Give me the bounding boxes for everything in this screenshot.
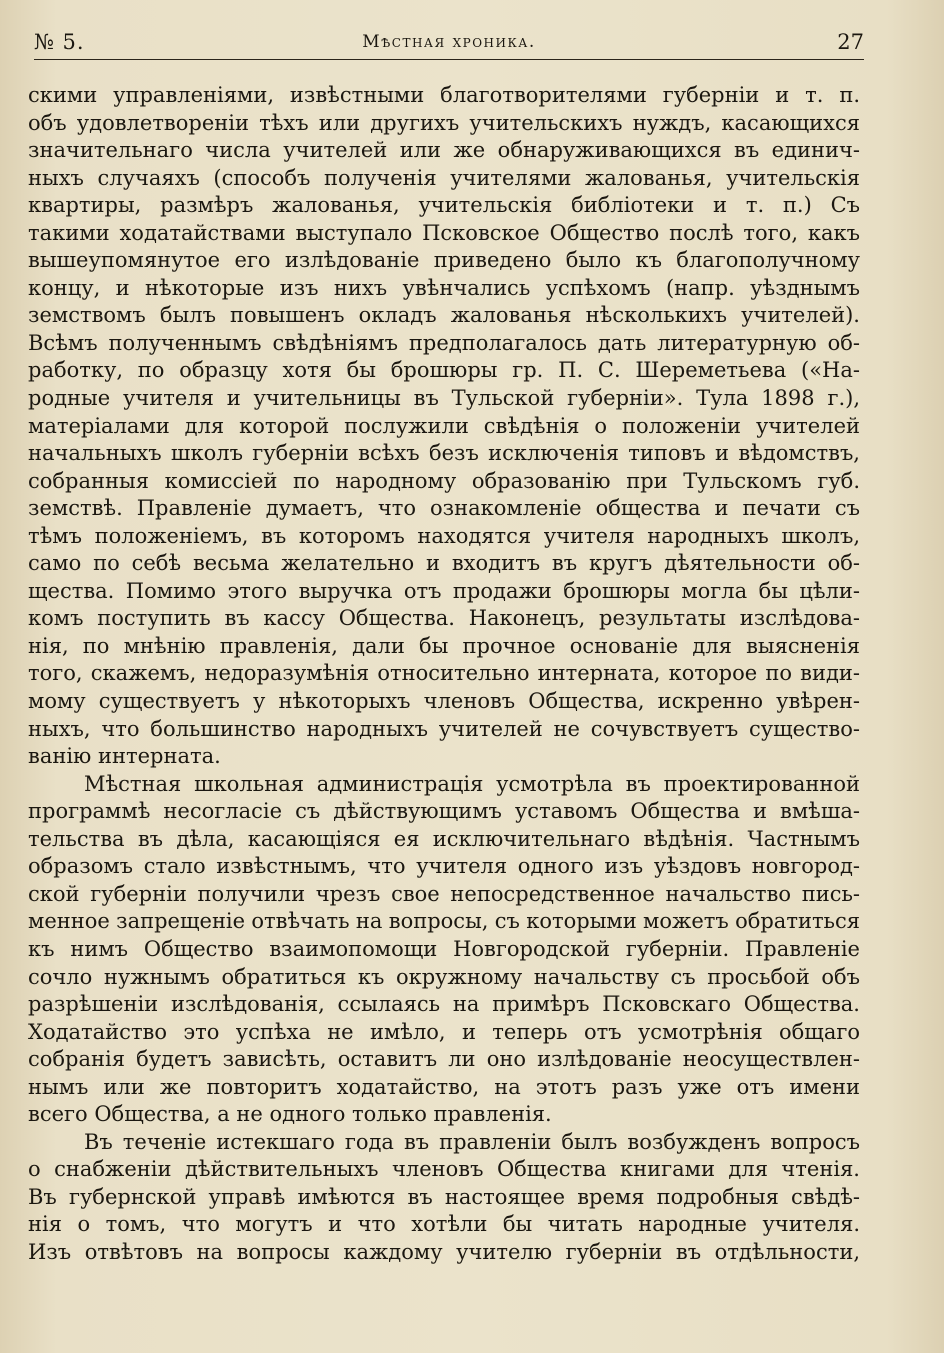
text-line: концу, и нѣкоторые изъ нихъ увѣнчались успѣхомъ (напр. уѣзднымъ (28, 275, 860, 300)
text-line: комъ поступить въ кассу Общества. Наконецъ, результаты изслѣдова- (28, 606, 860, 631)
text-line: того, скажемъ, недоразумѣнія относительно интерната, которое по види- (28, 661, 860, 686)
text-line: о снабженіи дѣйствительныхъ членовъ Общества книгами для чтенія. (28, 1157, 860, 1182)
text-line: Всѣмъ полученнымъ свѣдѣніямъ предполагалось дать литературную об- (28, 330, 860, 355)
text-line: Въ теченіе истекшаго года въ правленіи былъ возбужденъ вопросъ (84, 1129, 860, 1154)
text-line: значительнаго числа учителей или же обнаруживающихся въ единич- (28, 138, 860, 163)
text-line: скими управленіями, извѣстными благотворителями губерніи и т. п. (28, 83, 860, 107)
text-line: нія о томъ, что могутъ и что хотѣли бы читать народные учителя. (28, 1212, 860, 1237)
text-line: собранія будетъ зависѣть, оставитъ ли оно излѣдованіе неосуществлен- (28, 1047, 860, 1072)
text-line: работку, по образцу хотя бы брошюры гр. П. С. Шереметьева («На- (28, 358, 860, 383)
body-text (28, 82, 860, 1267)
text-line: квартиры, размѣръ жалованья, учительскія библіотеки и т. п.) Съ (28, 193, 860, 218)
text-line: тѣмъ положеніемъ, въ которомъ находятся учителя народныхъ школъ, (28, 523, 860, 548)
text-line: нымъ или же повторитъ ходатайство, на этотъ разъ уже отъ имени (28, 1074, 860, 1099)
text-line: всего Общества, а не одного только правленія. (28, 1102, 552, 1127)
text-line: ской губерніи получили чрезъ свое непосредственное начальство пись- (28, 881, 860, 906)
text-line: ныхъ случаяхъ (способъ полученія учителями жалованья, учительскія (28, 165, 860, 190)
text-line: такими ходатайствами выступало Псковское Общество послѣ того, какъ (28, 220, 860, 245)
issue-number: № 5. (34, 30, 85, 54)
text-line: матеріалами для которой послужили свѣдѣнія о положеніи учителей (28, 413, 860, 438)
text-line: земствѣ. Правленіе думаетъ, что ознакомленіе общества и печати съ (28, 496, 860, 521)
text-line: менное запрещеніе отвѣчать на вопросы, съ которыми можетъ обратиться (28, 909, 860, 934)
text-line: вышеупомянутое его излѣдованіе приведено было къ благополучному (28, 248, 860, 273)
text-line: программѣ несогласіе съ дѣйствующимъ уставомъ Общества и вмѣша- (28, 799, 860, 824)
text-line: родные учителя и учительницы въ Тульской губерніи». Тула 1898 г.), (28, 386, 860, 411)
section-title: Мѣстная хроника. (362, 32, 536, 52)
text-line: разрѣшеніи изслѣдованія, ссылаясь на примѣръ Псковскаго Общества. (28, 992, 860, 1017)
text-line: нія, по мнѣнію правленія, дали бы прочное основаніе для выясненія (28, 633, 860, 658)
text-line: объ удовлетвореніи тѣхъ или другихъ учительскихъ нуждъ, касающихся (28, 110, 860, 135)
text-line: мому существуетъ у нѣкоторыхъ членовъ Общества, искренно увѣрен- (28, 689, 860, 714)
text-line: само по себѣ весьма желательно и входитъ въ кругъ дѣятельности об- (28, 551, 860, 576)
text-line: къ нимъ Общество взаимопомощи Новгородской губерніи. Правленіе (28, 936, 860, 961)
text-line: собранныя комиссіей по народному образованію при Тульскомъ губ. (28, 468, 860, 493)
text-line: Мѣстная школьная администрація усмотрѣла въ проектированной (84, 771, 860, 796)
text-line: тельства въ дѣла, касающіяся ея исключительнаго вѣдѣнія. Частнымъ (28, 826, 860, 851)
text-line: ванію интерната. (28, 744, 221, 769)
header-rule (34, 59, 864, 60)
page-number: 27 (837, 30, 864, 54)
text-line: ныхъ, что большинство народныхъ учителей не сочувствуетъ существо- (28, 716, 860, 741)
text-line: Въ губернской управѣ имѣются въ настоящее время подробныя свѣдѣ- (28, 1184, 860, 1209)
text-line: Ходатайство это успѣха не имѣло, и теперь отъ усмотрѣнія общаго (28, 1019, 860, 1044)
text-line: начальныхъ школъ губерніи всѣхъ безъ исключенія типовъ и вѣдомствъ, (28, 441, 860, 466)
text-line: щества. Помимо этого выручка отъ продажи брошюры могла бы цѣли- (28, 578, 860, 603)
text-line: образомъ стало извѣстнымъ, что учителя одного изъ уѣздовъ новгород- (28, 854, 860, 879)
running-header (34, 30, 864, 58)
text-line: земствомъ былъ повышенъ окладъ жалованья нѣсколькихъ учителей). (28, 303, 860, 328)
text-line: Изъ отвѣтовъ на вопросы каждому учителю губерніи въ отдѣльности, (28, 1239, 860, 1264)
text-line: сочло нужнымъ обратиться къ окружному начальству съ просьбой объ (28, 964, 860, 989)
